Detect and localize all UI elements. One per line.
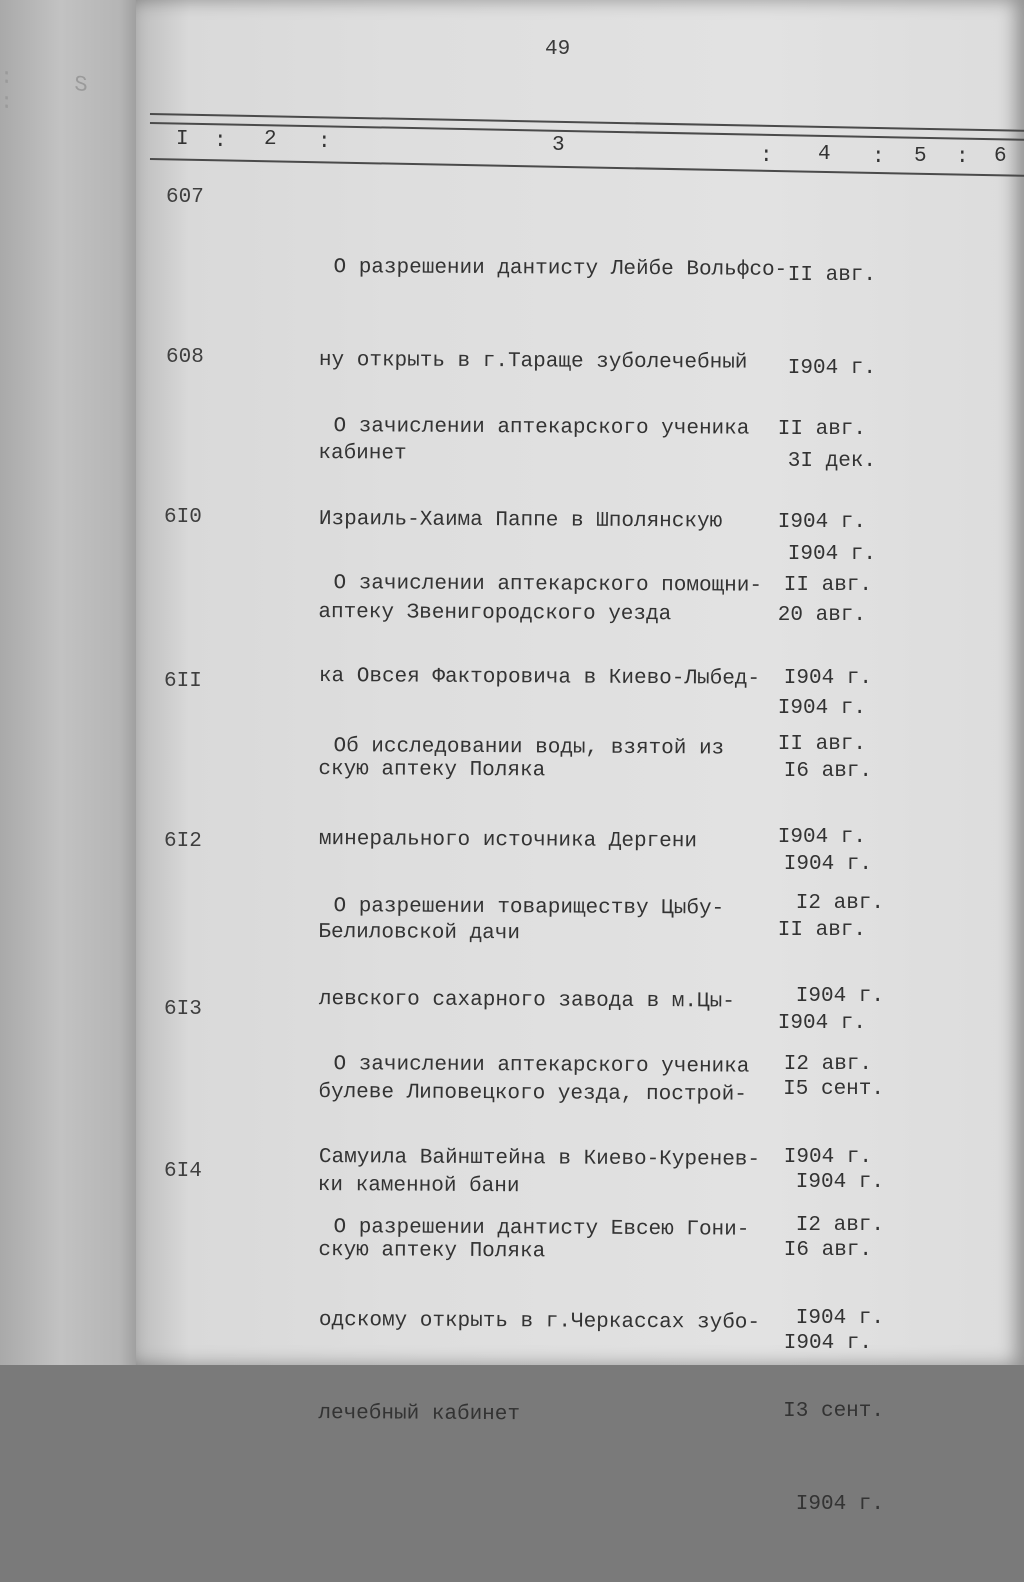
entry-date-line: I904 г. <box>795 1171 884 1194</box>
entry-title-line: О зачислении аптекарского ученика <box>333 1053 750 1079</box>
entry-title-line: скую аптеку Поляка <box>318 1238 546 1264</box>
entry-number: 6II <box>164 670 202 693</box>
entry-title-line: одскому открыть в г.Черкассах зубо- <box>318 1308 761 1335</box>
entry-date-line: I904 г. <box>795 985 884 1008</box>
entry-date-line: I904 г. <box>777 1012 866 1035</box>
entry-number: 6I4 <box>164 1160 202 1183</box>
header-sep-3: : <box>760 145 773 168</box>
entry-date-line: 20 авг. <box>777 604 866 627</box>
entry-date-line: I2 авг. <box>795 892 884 915</box>
entry-date-line: I904 г. <box>795 1307 884 1330</box>
entry-title-line: Об исследовании воды, взятой из <box>333 735 725 761</box>
entry-title-line: кабинет <box>318 441 407 466</box>
page-number: 49 <box>545 38 571 61</box>
header-col-4: 4 <box>818 143 831 166</box>
entry-date-line: I5 сент. <box>783 1078 884 1101</box>
entry-title-line: Израиль-Хаима Паппе в Шполянскую <box>318 507 723 534</box>
left-page-edge <box>0 0 150 1365</box>
entry-date-line: I6 авг. <box>783 1239 872 1262</box>
entry-date-line: I904 г. <box>783 853 872 876</box>
entry-date-line: I904 г. <box>783 1146 872 1169</box>
entry-date-line: II авг. <box>787 264 876 287</box>
entry-title-line: О разрешении товариществу Цыбу- <box>333 895 725 921</box>
entry-title-line: минерального источника Дергени <box>318 827 698 854</box>
entry-title-line: О зачислении аптекарского ученика <box>333 415 750 441</box>
entry-date-line: II авг. <box>777 418 866 441</box>
entry-date-line: II авг. <box>777 919 866 942</box>
entry-title-line: левского сахарного завода в м.Цы- <box>318 987 735 1014</box>
entry-date-line: I904 г. <box>795 1493 884 1516</box>
entry-title <box>318 1150 761 1494</box>
header-sep-1: : <box>214 130 227 153</box>
entry-date-line: I904 г. <box>787 357 876 380</box>
header-col-1: I <box>176 128 189 151</box>
entry-title-line: О разрешении дантисту Евсею Гони- <box>333 1216 750 1242</box>
entry-number: 6I0 <box>164 506 202 529</box>
entry-title-line: лечебный кабинет <box>318 1401 521 1427</box>
entry-title-line: ну открыть в г.Тараще зуболечебный <box>318 348 748 375</box>
entry-dates <box>774 1148 884 1582</box>
entry-number: 607 <box>166 186 204 209</box>
entry-number: 608 <box>166 346 204 369</box>
entry-title-line: ка Овсея Факторовича в Киево-Лыбед- <box>318 664 761 691</box>
entry-title-line: скую аптеку Поляка <box>318 757 546 783</box>
entry-number: 6I3 <box>164 998 202 1021</box>
entry-date-line: I3 сент. <box>783 1400 884 1423</box>
entry-date-line: I904 г. <box>777 826 866 849</box>
header-sep-2: : <box>318 131 331 154</box>
entry-title-line: ки каменной бани <box>317 1173 520 1199</box>
entry-title-line: О разрешении дантисту Лейбе Вольфсо- <box>333 256 788 282</box>
entry-title-line: аптеку Звенигородского уезда <box>318 600 672 627</box>
entry-number: 6I2 <box>164 830 202 853</box>
entry-date-line: II авг. <box>783 574 872 597</box>
entry-title-line: Самуила Вайнштейна в Киево-Куренев- <box>318 1145 761 1172</box>
entry-title-line: О зачислении аптекарского помощни- <box>333 572 763 598</box>
entry-date-line: I904 г. <box>783 1332 872 1355</box>
entry-title-line: булеве Липовецкого уезда, построй- <box>318 1080 747 1107</box>
entry-date-line: I2 авг. <box>795 1214 884 1237</box>
entry-date-line: I904 г. <box>777 511 866 534</box>
header-col-6: 6 <box>994 145 1007 168</box>
entry-title-line: Белиловской дачи <box>318 920 521 946</box>
header-col-2: 2 <box>264 128 277 151</box>
entry-date-line: I904 г. <box>787 543 876 566</box>
entry-date-line: I6 авг. <box>783 760 872 783</box>
header-col-3: 3 <box>552 134 565 157</box>
header-col-5: 5 <box>914 145 927 168</box>
entry-date-line: I2 авг. <box>783 1053 872 1076</box>
entry-date-line: I904 г. <box>783 667 872 690</box>
header-sep-5: : <box>956 146 969 169</box>
entry-date-line: I904 г. <box>777 697 866 720</box>
header-sep-4: : <box>872 146 885 169</box>
left-page-marks: : S : <box>0 64 112 119</box>
entry-date-line: 3I дек. <box>787 450 876 473</box>
entry-date-line: II авг. <box>777 733 866 756</box>
